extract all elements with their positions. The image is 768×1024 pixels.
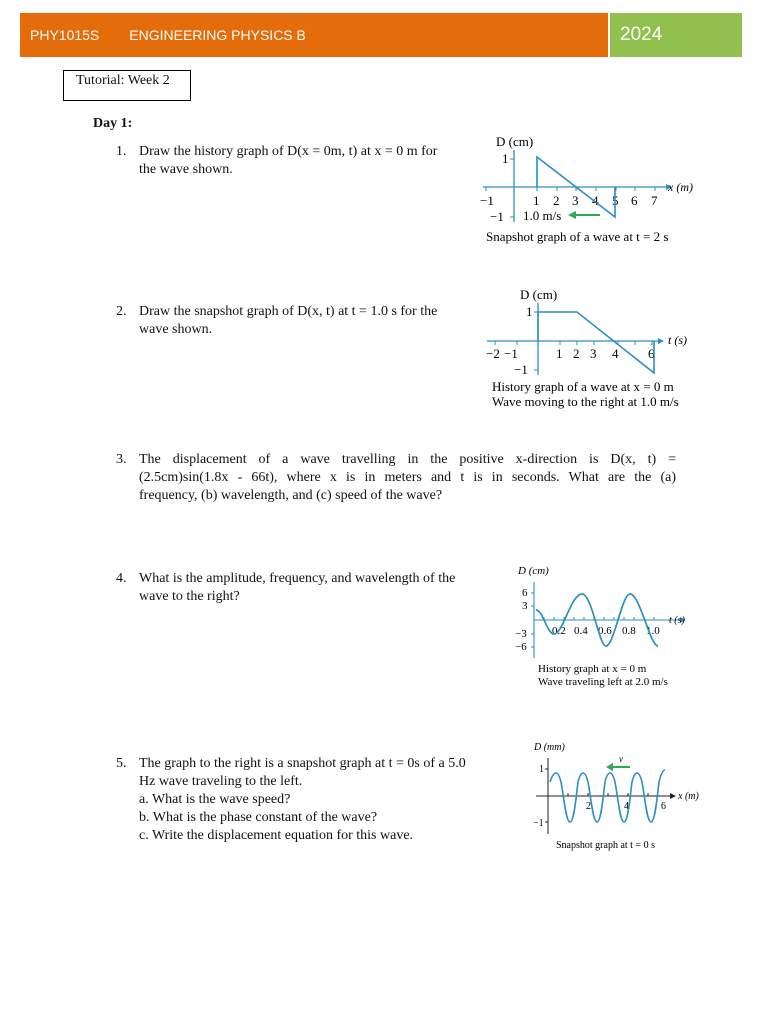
x-tick-label: 4 (592, 193, 599, 208)
y-tick-label: −3 (515, 628, 527, 640)
x-tick-label: −1 (480, 193, 494, 208)
figure-2-history-graph (482, 285, 700, 413)
velocity-label: v (619, 754, 623, 764)
y-tick-label: 3 (522, 600, 528, 612)
figure-caption: Snapshot graph of a wave at t = 2 s (486, 229, 669, 244)
wave-history (538, 312, 654, 373)
question-text: b. What is the phase constant of the wave? (139, 810, 378, 825)
t-axis-label: t (s) (668, 333, 687, 347)
t-tick-label: 0.4 (574, 625, 588, 637)
y-axis-label: D (cm) (520, 287, 558, 302)
question-text: The displacement of a wave travelling in the positive x-direction is D(x, t) = (139, 452, 676, 467)
figure-caption: History graph of a wave at x = 0 m (492, 379, 674, 394)
x-axis-arrowhead (670, 793, 676, 799)
x-tick-label: 2 (553, 193, 560, 208)
x-tick-label: 1 (533, 193, 540, 208)
course-code: PHY1015S (30, 27, 100, 43)
x-tick-label: 4 (624, 801, 629, 812)
x-tick-label: 2 (586, 801, 591, 812)
t-axis-label: t (s) (669, 615, 685, 626)
day-heading: Day 1: (93, 116, 133, 131)
x-axis-label: x (m) (668, 180, 693, 194)
question-text: wave shown. (139, 322, 213, 337)
question-text: frequency, (b) wavelength, and (c) speed of the wave? (139, 488, 443, 503)
question-number: 5. (116, 756, 127, 771)
t-tick-label: 4 (612, 346, 619, 361)
question-text: Draw the snapshot graph of D(x, t) at t = 1.0 s for the (139, 304, 438, 319)
y-tick-label: 1 (526, 304, 533, 319)
y-tick-label: −6 (515, 641, 527, 653)
y-axis-label: D (cm) (518, 565, 549, 577)
x-axis-label: x (m) (678, 791, 699, 802)
t-axis-arrowhead (658, 338, 664, 344)
question-text: (2.5cm)sin(1.8x - 66t), where x is in meters and t is in seconds. What are the (a) (139, 470, 676, 485)
y-tick-label: 1 (502, 151, 509, 166)
t-tick-label: 6 (648, 346, 655, 361)
x-tick-label: 6 (631, 193, 638, 208)
y-tick-label: −1 (490, 209, 504, 224)
t-tick-label: 3 (590, 346, 597, 361)
y-tick-label: −1 (533, 818, 544, 829)
figure-caption: Wave traveling left at 2.0 m/s (538, 676, 668, 688)
question-text: c. Write the displacement equation for this wave. (139, 828, 414, 843)
question-text: Hz wave traveling to the left. (139, 774, 303, 789)
figure-4-snapshot-graph (528, 738, 708, 854)
header-bar (20, 13, 608, 57)
question-text: What is the amplitude, frequency, and wavelength of the (139, 571, 456, 586)
y-tick-label: 6 (522, 587, 528, 599)
question-text: a. What is the wave speed? (139, 792, 291, 807)
y-tick-label: −1 (514, 362, 528, 377)
question-number: 3. (116, 452, 127, 467)
question-text: wave to the right? (139, 589, 240, 604)
question-number: 4. (116, 571, 127, 586)
velocity-arrowhead (606, 763, 613, 771)
question-text: The graph to the right is a snapshot graph at t = 0s of a 5.0 (139, 756, 466, 771)
t-tick-label: 0.2 (552, 625, 566, 637)
t-tick-label: −2 (486, 346, 500, 361)
velocity-arrowhead (568, 211, 576, 219)
figure-3-history-graph (510, 560, 700, 692)
question-number: 1. (116, 144, 127, 159)
course-name: ENGINEERING PHYSICS B (129, 27, 306, 43)
x-tick-label: 5 (612, 193, 619, 208)
year-badge: 2024 (610, 13, 742, 57)
y-axis-label: D (cm) (496, 134, 534, 149)
t-tick-label: −1 (504, 346, 518, 361)
question-text: the wave shown. (139, 162, 233, 177)
question-number: 2. (116, 304, 127, 319)
t-tick-label: 0.6 (598, 625, 612, 637)
figure-caption: History graph at x = 0 m (538, 663, 647, 675)
t-tick-label: 1.0 (646, 625, 660, 637)
tutorial-label: Tutorial: Week 2 (63, 70, 191, 101)
question-text: Draw the history graph of D(x = 0m, t) at x = 0 m for (139, 144, 438, 159)
y-tick-label: 1 (539, 764, 544, 775)
x-tick-label: 6 (661, 801, 666, 812)
t-tick-label: 1 (556, 346, 563, 361)
t-tick-label: 0.8 (622, 625, 636, 637)
wave-speed-label: 1.0 m/s (523, 208, 562, 223)
figure-1-snapshot-graph (478, 130, 700, 248)
y-axis-label: D (mm) (534, 742, 565, 753)
x-tick-label: 3 (572, 193, 579, 208)
figure-caption: Wave moving to the right at 1.0 m/s (492, 394, 679, 409)
figure-caption: Snapshot graph at t = 0 s (556, 840, 655, 851)
t-tick-label: 2 (573, 346, 580, 361)
x-tick-label: 7 (651, 193, 658, 208)
